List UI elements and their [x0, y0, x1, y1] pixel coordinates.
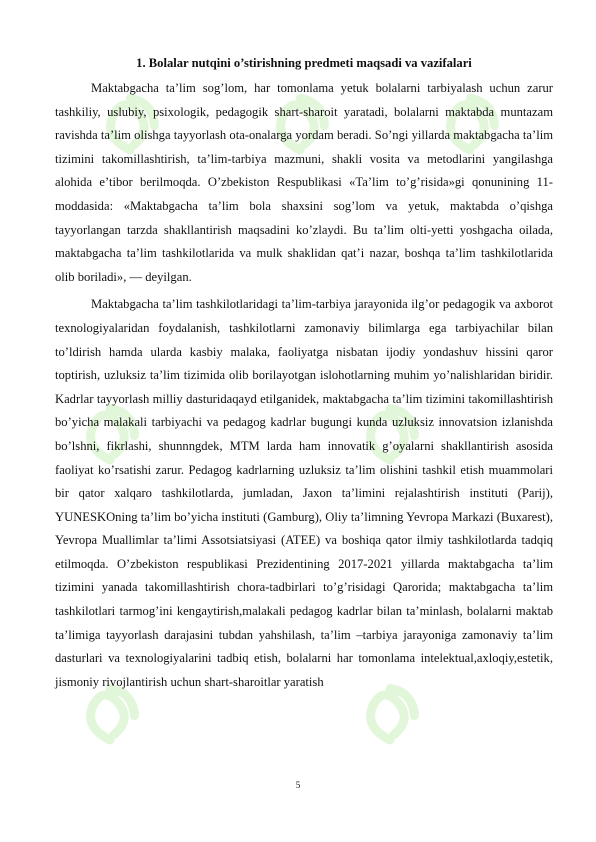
paragraph-1: Maktabgacha ta’lim sog’lom, har tomonlama yetuk bolalarni tarbiyalash uchun zarur tashkiliy, uslubiy, psixologik, pedagogik shart-sharoit yaratadi, bolalarni maktabda muntazam ravishda ta’lim olishga tayyorlash ota-onalarga yordam beradi. So’ngi yillarda maktabgacha ta’lim tizimini takomillashtirish, ta’lim-tarbiya mazmuni, shakli vosita va metodlarini yangilashga alohida e’tibor berilmoqda. O’zbekiston Respublikasi «Ta’lim to’g’risida»gi qonunining 11- moddasida: «Maktabgacha ta’lim bola shaxsini sog’lom va yetuk, maktabda o’qishga tayyorlangan tarzda shakllantirish maqsadini ko’zlaydi. Bu ta’lim olti-yetti yoshgacha oilada, maktabgacha ta’lim tashkilotlarida va mulk shaklidan qat’i nazar, boshqa ta’lim tashkilotlarida olib boriladi», — deyilgan. — [55, 81, 553, 284]
paragraph-2: Maktabgacha ta’lim tashkilotlaridagi ta’lim-tarbiya jarayonida ilg’or pedagogik va axborot texnologiyalaridan foydalanish, tashkilotlarni zamonaviy bilimlarga ega tarbiyachilar bilan to’ldirish hamda ularda kasbiy malaka, faoliyatga nisbatan ijodiy yondashuv hissini qaror toptirish, uzluksiz ta’lim tizimida olib borilayotgan islohotlarning muhim yo’nalishlaridan biridir. Kadrlar tayyorlash milliy dasturidaqayd etilganidek, maktabgacha ta’lim tizimini takomillashtirish bo’yicha malakali tarbiyachi va pedagog kadrlar bugungi kunda uzluksiz innovatsion izlanishda bo’lshni, fikrlashi, shunnngdek, MTM larda ham innovatik g’oyalarni shakllantirish asosida faoliyat ko’rsatishi zarur. Pedagog kadrlarning uzluksiz ta’lim olishini tashkil etish muammolari bir qator xalqaro tashkilotlarda, jumladan, Jaxon ta’limini rejalashtirish instituti (Parij), YUNESKOning ta’lim bo’yicha instituti (Gamburg), Oliy ta’limning Yevropa Markazi (Buxarest), Yevropa Muallimlar ta’limi Assotsiatsiyasi (ATEE) va boshiqa qator ilmiy tashkilotlarda tadqiq etilmoqda. O’zbekiston respublikasi Prezidentining 2017-2021 yillarda maktabgacha ta’lim tizimini yanada takomillashtirish chora-tadbirlari to’g’risidagi Qarorida; maktabgacha ta’lim tashkilotlari tarmog’ini kengaytirish,malakali pedagog kadrlar bilan ta’minlash, bolalarni maktab ta’limiga tayyorlash darajasini tubdan yahshilash, ta’lim –tarbiya jarayoniga zamonaviy ta’lim dasturlari va texnologiyalarini tadbiq etish, bolalarni har tomonlama intelektual,axloqiy,estetik, jismoniy rivojlantirish uchun shart-sharoitlar yaratish — [55, 297, 553, 689]
section-heading: 1. Bolalar nutqini o’stirishning predmeti maqsadi va vazifalari — [136, 56, 472, 70]
document-body — [55, 53, 553, 698]
page-number: 5 — [295, 780, 301, 790]
